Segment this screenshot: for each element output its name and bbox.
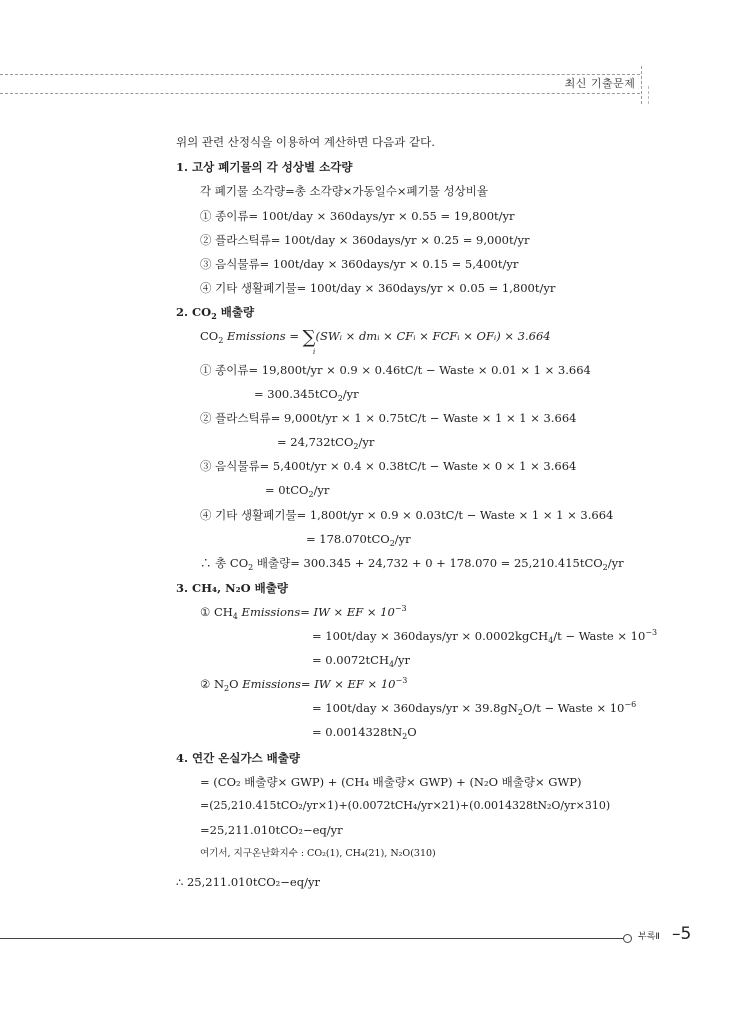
s1-item-3: ③ 음식물류= 100t/day × 360days/yr × 0.15 = 5,400t/yr <box>200 257 519 271</box>
sigma-symbol: ∑ <box>302 327 316 348</box>
header-divider <box>641 66 642 104</box>
section-2-title: 2. $CO_2$ 배출량 <box>176 305 255 321</box>
s2-item-4-result: = 178.070tCO$_2$/yr <box>306 532 411 548</box>
s2-item-1-line: ① 종이류= 19,800t/yr × 0.9 × 0.46tC/t − Waste × 0.01 × 1 × 3.664 <box>200 363 591 377</box>
section-3-title: 3. CH₄, N₂O 배출량 <box>176 581 288 595</box>
s4-line-2: =(25,210.415tCO₂/yr×1)+(0.0072tCH₄/yr×21)+(0.0014328tN₂O/yr×310) <box>200 799 611 812</box>
n2o-calc: = 100t/day × 360days/yr × $39.8gN_2O/t$ − Waste × $10^{-6}$ <box>312 700 637 717</box>
header-divider-2 <box>648 86 649 104</box>
footer-label: 부록Ⅱ <box>638 932 660 942</box>
intro-text: 위의 관련 산정식을 이용하여 계산하면 다음과 같다. <box>176 135 435 149</box>
footer-circle-icon <box>623 934 632 943</box>
n2o-equation: ② $N_2O$ Emissions= IW × EF × $10^{-3}$ <box>200 676 408 693</box>
n2o-result: = $0.0014328tN_2O$ <box>312 725 417 741</box>
section-title: 최신 기출문제 <box>564 77 636 90</box>
s2-item-1-result: = 300.345tCO$_2$/yr <box>254 387 359 403</box>
s1-item-4: ④ 기타 생활폐기물= 100t/day × 360days/yr × 0.05 = 1,800t/yr <box>200 281 556 295</box>
section-1-formula: 각 폐기물 소각량=총 소각량×가동일수×폐기물 성상비율 <box>200 184 488 198</box>
section-1-title: 1. 고상 폐기물의 각 성상별 소각량 <box>176 160 353 174</box>
s4-line-3: =25,211.010tCO₂−eq/yr <box>200 823 343 837</box>
co2-emissions-equation: $CO_2$ Emissions = ∑ i (SWᵢ × dmᵢ × CFᵢ × FCFᵢ × OFᵢ) × 3.664 <box>200 328 551 346</box>
s2-item-2-line: ② 플라스틱류= 9,000t/yr × 1 × 0.75tC/t − Waste × 1 × 1 × 3.664 <box>200 411 577 425</box>
section-4-title: 4. 연간 온실가스 배출량 <box>176 751 300 765</box>
s1-item-1: ① 종이류= 100t/day × 360days/yr × 0.55 = 19,800t/yr <box>200 209 515 223</box>
conclusion: ∴ 25,211.010tCO₂−eq/yr <box>176 875 320 889</box>
co2-total: ∴ 총 $CO_2$ 배출량= 300.345 + 24,732 + 0 + 178.070 = 25,210.415tCO$_2$/yr <box>200 556 624 572</box>
s1-item-2: ② 플라스틱류= 100t/day × 360days/yr × 0.25 = 9,000t/yr <box>200 233 530 247</box>
ch4-calc: = 100t/day × 360days/yr × 0.0002kgCH$_4$/t − Waste × $10^{-3}$ <box>312 628 658 645</box>
s2-item-3-result: = 0tCO$_2$/yr <box>265 483 330 499</box>
footer-rule <box>0 938 625 939</box>
s2-item-3-line: ③ 음식물류= 5,400t/yr × 0.4 × 0.38tC/t − Waste × 0 × 1 × 3.664 <box>200 459 577 473</box>
s2-item-4-line: ④ 기타 생활폐기물= 1,800t/yr × 0.9 × 0.03tC/t − Waste × 1 × 1 × 3.664 <box>200 508 614 522</box>
header-band <box>0 74 640 94</box>
sigma-index: i <box>313 348 316 356</box>
gwp-note: 여기서, 지구온난화지수 : CO₂(1), CH₄(21), N₂O(310) <box>200 848 436 859</box>
s2-item-2-result: = 24,732tCO$_2$/yr <box>277 435 375 451</box>
ch4-result: = 0.0072tCH$_4$/yr <box>312 653 410 669</box>
page-number: –5 <box>672 924 692 944</box>
s4-line-1: = (CO₂ 배출량× GWP) + (CH₄ 배출량× GWP) + (N₂O 배출량× GWP) <box>200 775 582 789</box>
ch4-equation: ① $CH_4$ Emissions= IW × EF × $10^{-3}$ <box>200 604 407 621</box>
